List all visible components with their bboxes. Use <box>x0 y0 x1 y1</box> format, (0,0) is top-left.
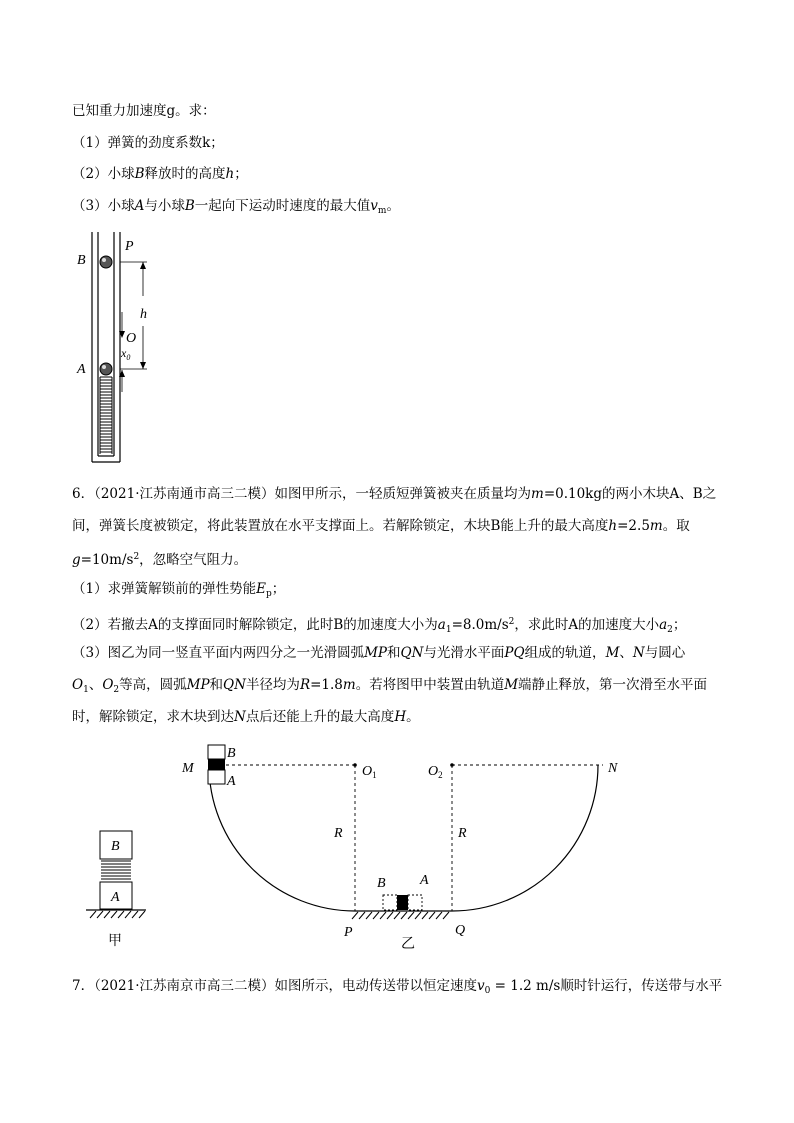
q6-part2: （2）若撤去A的支撑面同时解除锁定，此时B的加速度大小为$a_1=8.0m/s^2$，求此时A的加速度大小$a_2$； <box>72 617 687 635</box>
q6-part3-line1: （3）图乙为同一竖直平面内两四分之一光滑圆弧MP和QN与光滑水平面PQ组成的轨道，M、N与圆心 <box>72 645 686 661</box>
figure-jia <box>86 831 146 949</box>
fig5-label-x0: $x_0$ <box>121 346 131 362</box>
yi-label-b-mid: B <box>377 876 386 891</box>
yi-caption: 乙 <box>401 937 415 952</box>
fig5-label-b: B <box>77 253 86 268</box>
jia-label-b: B <box>111 839 120 854</box>
jia-caption: 甲 <box>108 934 122 949</box>
yi-label-o2: $O_2$ <box>428 764 443 780</box>
yi-label-o1: $O_1$ <box>362 764 377 780</box>
q6-line1: 6．（2021·江苏南通市高三二模）如图甲所示，一轻质短弹簧被夹在质量均为m=0.10kg的两小木块A、B之 <box>72 486 717 502</box>
yi-label-b-top: B <box>227 746 236 761</box>
fig5-label-p: P <box>125 239 134 254</box>
q5-part1: （1）弹簧的劲度系数k； <box>72 135 224 151</box>
jia-label-a: A <box>111 890 120 905</box>
spring-top <box>208 759 225 770</box>
block-a-bottom <box>408 895 422 910</box>
fig5-label-a: A <box>77 362 86 377</box>
block-b-top <box>208 745 225 759</box>
q7-line1: 7．（2021·江苏南京市高三二模）如图所示，电动传送带以恒定速度$v_0 = 1.2$ m/s顺时针运行，传送带与水平 <box>72 978 723 996</box>
spring-bottom <box>397 895 408 910</box>
yi-label-n: N <box>608 761 618 776</box>
q5-part2: （2）小球B释放时的高度h； <box>72 166 248 182</box>
yi-label-a-top: A <box>227 774 236 789</box>
fig5-label-h: h <box>140 307 147 322</box>
q6-part3-line2: $O_1$、$O_2$等高，圆弧MP和QN半径均为R=1.8m。若将图甲中装置由轨道M端静止释放，第一次滑至水平面 <box>72 677 708 695</box>
yi-label-r-left: R <box>334 826 343 841</box>
fig5-label-o: O <box>126 331 137 346</box>
yi-label-a-mid: A <box>420 873 429 888</box>
q6-part1: （1）求弹簧解锁前的弹性势能$E_p$； <box>72 581 286 599</box>
yi-label-m: M <box>182 761 194 776</box>
intro-line: 已知重力加速度g。求： <box>72 103 216 119</box>
block-a-top <box>208 770 225 784</box>
figure-yi <box>181 745 618 952</box>
q5-part3: （3）小球A与小球B一起向下运动时速度的最大值$v_m$。 <box>72 198 400 216</box>
q6-line3: $g=10m/s^2$，忽略空气阻力。 <box>72 552 248 568</box>
q6-part3-line3: 时，解除锁定，求木块到达N点后还能上升的最大高度H。 <box>72 709 420 725</box>
yi-label-q: Q <box>455 923 466 938</box>
block-b-bottom <box>383 895 397 910</box>
q6-line2: 间，弹簧长度被锁定，将此装置放在水平支撑面上。若解除锁定，木块B能上升的最大高度h=2.5m。取 <box>72 518 690 534</box>
yi-label-r-right: R <box>458 826 467 841</box>
yi-label-p: P <box>344 925 353 940</box>
